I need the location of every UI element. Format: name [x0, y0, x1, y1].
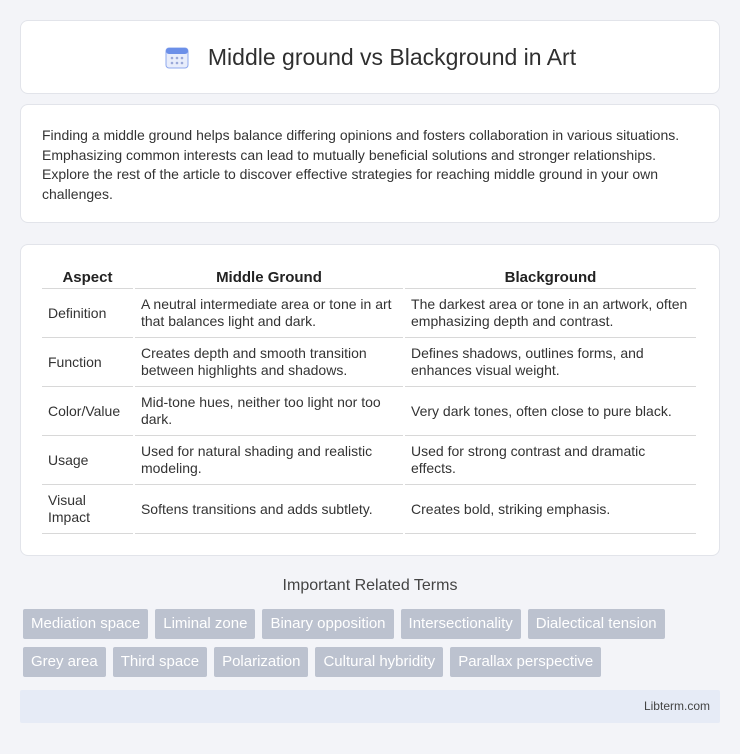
- tag-link[interactable]: Dialectical tension: [528, 609, 665, 639]
- tag-row: [23, 647, 723, 677]
- row-aspect: Usage: [42, 436, 133, 485]
- header-aspect: Aspect: [42, 265, 133, 289]
- title-wrap: [164, 44, 576, 71]
- row-blackground: Used for strong contrast and dramatic effects.: [405, 436, 696, 485]
- table-row: [42, 387, 696, 436]
- tag-link[interactable]: Cultural hybridity: [315, 647, 443, 677]
- row-aspect: Definition: [42, 289, 133, 338]
- page-title: Middle ground vs Blackground in Art: [207, 43, 577, 70]
- table-row: [42, 338, 696, 387]
- row-middle-ground: Mid-tone hues, neither too light nor too dark.: [135, 387, 403, 436]
- related-terms-tags: [23, 609, 723, 685]
- table-row: [42, 485, 696, 534]
- row-blackground: The darkest area or tone in an artwork, often emphasizing depth and contrast.: [405, 289, 696, 338]
- row-middle-ground: Used for natural shading and realistic modeling.: [135, 436, 403, 485]
- row-blackground: Very dark tones, often close to pure black.: [405, 387, 696, 436]
- tag-link[interactable]: Liminal zone: [155, 609, 255, 639]
- intro-paragraph: Finding a middle ground helps balance differing opinions and fosters collaboration in various situations. Emphasizing common interests can lead to mutually beneficial solutions and stronger relationships. Explore the rest of the article to discover effective strategies for reaching middle ground in your own challenges.: [42, 127, 680, 202]
- title-card: [20, 20, 720, 94]
- row-aspect: Visual Impact: [42, 485, 133, 534]
- tag-row: [23, 609, 723, 639]
- tag-link[interactable]: Mediation space: [23, 609, 148, 639]
- comparison-card: [20, 244, 720, 556]
- tag-link[interactable]: Binary opposition: [262, 609, 393, 639]
- row-aspect: Function: [42, 338, 133, 387]
- row-middle-ground: A neutral intermediate area or tone in art that balances light and dark.: [135, 289, 403, 338]
- row-aspect: Color/Value: [42, 387, 133, 436]
- table-header-row: [42, 265, 696, 289]
- table-row: [42, 289, 696, 338]
- header-blackground: Blackground: [405, 265, 696, 289]
- calendar-icon: [164, 44, 190, 70]
- row-blackground: Creates bold, striking emphasis.: [405, 485, 696, 534]
- row-blackground: Defines shadows, outlines forms, and enhances visual weight.: [405, 338, 696, 387]
- tag-link[interactable]: Polarization: [214, 647, 308, 677]
- table-row: [42, 436, 696, 485]
- comparison-table: [40, 265, 698, 534]
- header-middle-ground: Middle Ground: [135, 265, 403, 289]
- tag-link[interactable]: Third space: [113, 647, 207, 677]
- intro-card: [20, 104, 720, 223]
- tag-link[interactable]: Intersectionality: [401, 609, 521, 639]
- footer: [20, 690, 720, 723]
- row-middle-ground: Creates depth and smooth transition between highlights and shadows.: [135, 338, 403, 387]
- tag-link[interactable]: Parallax perspective: [450, 647, 601, 677]
- related-terms-heading: Important Related Terms: [282, 577, 458, 594]
- tag-link[interactable]: Grey area: [23, 647, 106, 677]
- row-middle-ground: Softens transitions and adds subtlety.: [135, 485, 403, 534]
- footer-site-link[interactable]: Libterm.com: [643, 699, 710, 713]
